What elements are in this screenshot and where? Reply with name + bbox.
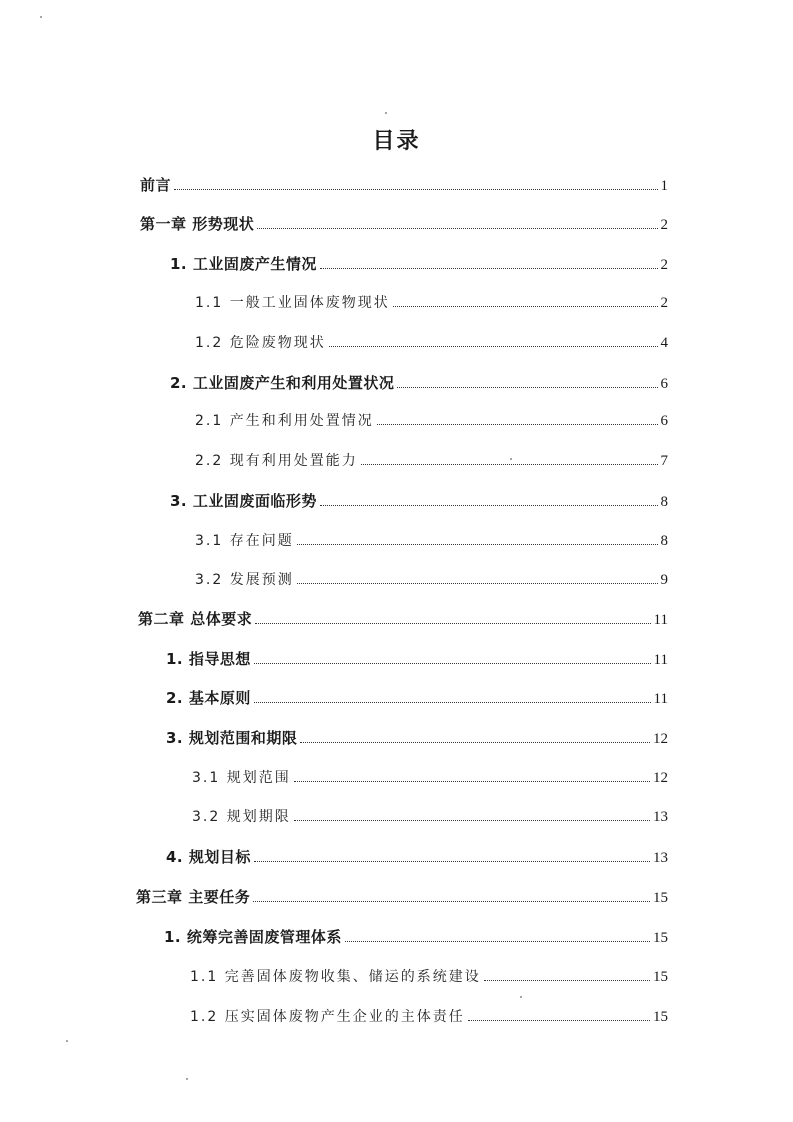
toc-leader-dots — [297, 544, 658, 545]
toc-entry-label: 2. 工业固废产生和利用处置状况 — [170, 374, 395, 392]
toc-entry-label: 3.2 发展预测 — [195, 572, 294, 588]
toc-entry-page: 15 — [653, 890, 668, 906]
toc-leader-dots — [361, 464, 658, 465]
toc-entry[interactable] — [195, 290, 668, 316]
toc-entry-page: 8 — [660, 533, 668, 549]
toc-entry-label: 1.2 危险废物现状 — [195, 335, 326, 351]
toc-entry[interactable] — [166, 646, 668, 672]
toc-entry-page: 8 — [660, 494, 668, 510]
scan-speck — [40, 16, 42, 18]
toc-leader-dots — [174, 189, 657, 190]
toc-entry[interactable] — [192, 765, 668, 791]
toc-leader-dots — [320, 505, 658, 506]
toc-entry-label: 2. 基本原则 — [166, 689, 251, 707]
toc-entry-page: 4 — [660, 335, 668, 351]
toc-entry-page: 2 — [660, 217, 668, 233]
toc-entry-label: 3. 规划范围和期限 — [166, 729, 298, 747]
toc-entry-page: 6 — [660, 376, 668, 392]
scan-speck — [510, 458, 512, 460]
toc-entry[interactable] — [195, 567, 668, 593]
toc-leader-dots — [254, 861, 650, 862]
toc-leader-dots — [254, 663, 651, 664]
toc-entry-page: 11 — [653, 691, 668, 707]
toc-leader-dots — [253, 901, 650, 902]
toc-entry-page: 11 — [653, 652, 668, 668]
toc-entry-page: 13 — [653, 809, 668, 825]
toc-entry[interactable] — [170, 370, 668, 396]
toc-entry[interactable] — [166, 844, 668, 870]
toc-entry[interactable] — [190, 1004, 668, 1030]
toc-entry[interactable] — [195, 408, 668, 434]
toc-entry-label: 3. 工业固废面临形势 — [170, 492, 317, 510]
toc-entry[interactable] — [195, 528, 668, 554]
toc-entry-label: 4. 规划目标 — [166, 848, 251, 866]
toc-entry-page: 15 — [653, 1009, 668, 1025]
toc-entry-label: 2.2 现有利用处置能力 — [195, 453, 358, 469]
toc-entry-label: 2.1 产生和利用处置情况 — [195, 413, 374, 429]
toc-entry-label: 1. 统筹完善固废管理体系 — [164, 928, 342, 946]
toc-entry[interactable] — [136, 884, 668, 910]
toc-entry-label: 第二章 总体要求 — [138, 610, 253, 628]
toc-entry-label: 3.2 规划期限 — [192, 809, 291, 825]
toc-leader-dots — [255, 623, 650, 624]
toc-leader-dots — [377, 424, 658, 425]
toc-entry-label: 3.1 规划范围 — [192, 770, 291, 786]
toc-entry[interactable] — [195, 330, 668, 356]
toc-entry-label: 1.1 一般工业固体废物现状 — [195, 295, 390, 311]
toc-entry[interactable] — [190, 964, 668, 990]
toc-entry-page: 2 — [660, 295, 668, 311]
toc-entry[interactable] — [195, 448, 668, 474]
toc-entry-page: 12 — [653, 770, 668, 786]
toc-leader-dots — [257, 228, 657, 229]
toc-entry-page: 15 — [653, 969, 668, 985]
scan-speck — [520, 996, 522, 998]
toc-leader-dots — [484, 980, 650, 981]
scan-speck — [186, 1078, 188, 1080]
toc-entry[interactable] — [170, 488, 668, 514]
toc-leader-dots — [393, 306, 658, 307]
toc-entry-label: 前言 — [140, 176, 172, 194]
toc-leader-dots — [329, 346, 658, 347]
toc-entry-label: 1.1 完善固体废物收集、储运的系统建设 — [190, 969, 481, 985]
toc-leader-dots — [294, 781, 650, 782]
toc-entry[interactable] — [164, 924, 668, 950]
toc-entry[interactable] — [192, 804, 668, 830]
toc-entry[interactable] — [166, 685, 668, 711]
toc-leader-dots — [345, 941, 650, 942]
scan-speck — [385, 112, 387, 114]
toc-leader-dots — [254, 702, 651, 703]
toc-entry-page: 2 — [660, 257, 668, 273]
page-title: 目录 — [372, 129, 421, 154]
toc-entry-page: 15 — [653, 930, 668, 946]
toc-entry-page: 1 — [660, 178, 668, 194]
toc-leader-dots — [320, 268, 658, 269]
toc-entry-label: 3.1 存在问题 — [195, 533, 294, 549]
toc-entry-label: 1. 工业固废产生情况 — [170, 255, 317, 273]
toc-entry-page: 9 — [660, 572, 668, 588]
scan-speck — [66, 1040, 68, 1042]
toc-entry-label: 第一章 形势现状 — [140, 215, 255, 233]
toc-leader-dots — [297, 583, 658, 584]
toc-leader-dots — [468, 1020, 650, 1021]
toc-leader-dots — [300, 742, 650, 743]
toc-entry[interactable] — [138, 606, 668, 632]
toc-entry[interactable] — [140, 211, 668, 237]
toc-entry-label: 1. 指导思想 — [166, 650, 251, 668]
toc-entry[interactable] — [140, 172, 668, 198]
toc-entry-page: 7 — [660, 453, 668, 469]
toc-entry-page: 12 — [653, 731, 668, 747]
toc-entry[interactable] — [166, 725, 668, 751]
toc-entry-label: 第三章 主要任务 — [136, 888, 251, 906]
toc-leader-dots — [294, 820, 650, 821]
toc-entry-label: 1.2 压实固体废物产生企业的主体责任 — [190, 1009, 465, 1025]
toc-entry-page: 6 — [660, 413, 668, 429]
toc-leader-dots — [397, 387, 657, 388]
toc-entry-page: 11 — [653, 612, 668, 628]
toc-entry[interactable] — [170, 251, 668, 277]
toc-entry-page: 13 — [653, 850, 668, 866]
